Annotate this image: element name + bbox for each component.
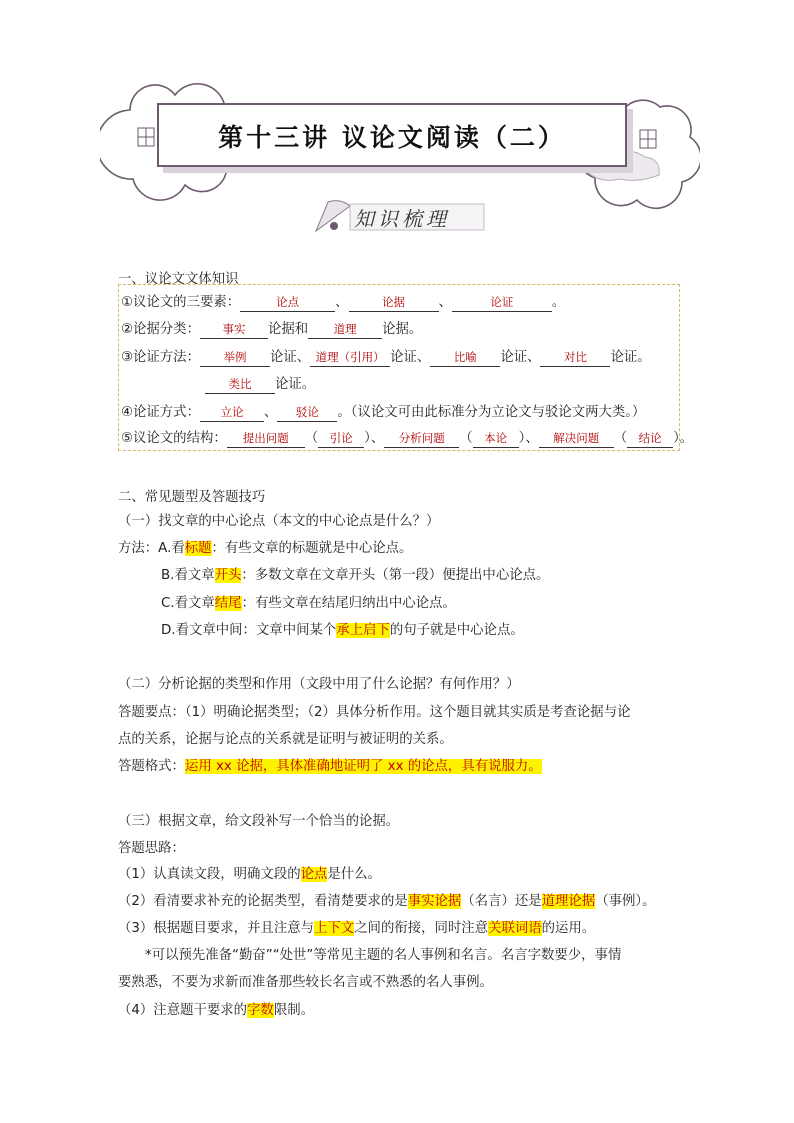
- highlight: 标题: [184, 541, 212, 556]
- blank-answer: 解决问题: [539, 432, 614, 448]
- q2-points-1: 答题要点：（1）明确论据类型；（2）具体分析作用。这个题目就其实质是考查论据与论: [118, 705, 631, 720]
- text-segment: C.看文章: [161, 596, 215, 611]
- text-segment: B.看文章: [161, 568, 215, 583]
- blank-answer: 驳论: [277, 406, 337, 422]
- evidence-types-line: [121, 321, 422, 339]
- text-segment: 是什么。: [327, 867, 381, 882]
- text-segment: ⑤议论文的结构：: [121, 431, 227, 446]
- blank-answer: 道理（引用）: [310, 351, 390, 367]
- text-segment: 、: [263, 405, 278, 420]
- highlight: 关联词语: [488, 921, 542, 936]
- blank-answer: 引论: [318, 432, 364, 448]
- highlight: 道理论据: [541, 894, 596, 909]
- highlight: 上下文: [314, 921, 355, 936]
- text-segment: 。: [551, 295, 566, 310]
- subheading: 知识梳理: [354, 207, 450, 231]
- argument-modes-line: [121, 404, 645, 422]
- highlight: 承上启下: [336, 623, 390, 638]
- text-segment: 答题格式：: [118, 759, 185, 774]
- text-segment: 论证。: [610, 350, 651, 365]
- q3-step-1: [118, 866, 381, 884]
- q1-method-a: [118, 540, 412, 558]
- text-segment: ④论证方式：: [121, 405, 200, 420]
- structure-line: [121, 430, 693, 448]
- blank-answer: 论点: [240, 296, 335, 312]
- q3-step-4: [118, 1002, 314, 1020]
- text-segment: 论据和: [267, 322, 309, 337]
- highlight: 字数: [247, 1003, 274, 1018]
- highlight: 运用 xx 论据，具体准确地证明了 xx 的论点，具有说服力。: [184, 759, 542, 774]
- blank-answer: 类比: [205, 378, 275, 394]
- text-segment: D.看文章中间：文章中间某个: [161, 623, 337, 638]
- q2-format: [118, 758, 542, 776]
- text-segment: （: [613, 431, 628, 446]
- q2-title: （二）分析论据的类型和作用（文段中用了什么论据？有何作用？）: [118, 677, 520, 692]
- q3-step-2: [118, 893, 655, 911]
- text-segment: （3）根据题目要求，并且注意与: [118, 921, 314, 936]
- text-segment: 限制。: [273, 1003, 314, 1018]
- text-segment: ）、: [364, 431, 385, 446]
- q1-title: （一）找文章的中心论点（本文的中心论点是什么？）: [118, 514, 440, 529]
- methods-line-2: [205, 376, 315, 394]
- text-segment: 论证、: [269, 350, 311, 365]
- text-segment: （: [459, 431, 473, 446]
- text-segment: ：有些文章在结尾归纳出中心论点。: [241, 596, 456, 611]
- text-segment: 的句子就是中心论点。: [389, 623, 524, 638]
- text-segment: ③论证方法：: [121, 350, 200, 365]
- text-segment: 论证、: [500, 350, 541, 365]
- highlight: 事实论据: [407, 894, 462, 909]
- blank-answer: 论证: [452, 296, 552, 312]
- text-segment: ②论据分类：: [121, 322, 200, 337]
- q3-title: （三）根据文章，给文段补写一个恰当的论据。: [118, 814, 400, 829]
- q1-method-c: [161, 595, 456, 613]
- blank-answer: 分析问题: [384, 432, 459, 448]
- text-segment: （4）注意题干要求的: [118, 1003, 248, 1018]
- q3-idea: 答题思路：: [118, 841, 185, 856]
- elements-line: [121, 294, 565, 312]
- text-segment: （事例）。: [595, 894, 656, 909]
- text-segment: （1）认真读文段，明确文段的: [118, 867, 301, 882]
- section2-heading: 二、常见题型及答题技巧: [118, 490, 266, 505]
- q1-method-d: [161, 622, 524, 640]
- blank-answer: 论据: [349, 296, 439, 312]
- methods-line: [121, 349, 651, 367]
- q3-step-3: [118, 920, 595, 938]
- text-segment: ①议论文的三要素：: [121, 295, 241, 310]
- highlight: 结尾: [214, 596, 242, 611]
- text-segment: 论证、: [390, 350, 431, 365]
- title-banner: [157, 103, 627, 167]
- section1-heading: 一、议论文文体知识: [118, 272, 239, 287]
- text-segment: （名言）还是: [461, 894, 542, 909]
- q2-points-2: 点的关系，论据与论点的关系就是证明与被证明的关系。: [118, 732, 453, 747]
- text-segment: 之间的衔接，同时注意: [354, 921, 489, 936]
- text-segment: 的运用。: [541, 921, 596, 936]
- blank-answer: 举例: [200, 351, 270, 367]
- text-segment: ：多数文章在文章开头（第一段）便提出中心论点。: [241, 568, 550, 583]
- q1-method-b: [161, 567, 549, 585]
- highlight: 论点: [300, 867, 328, 882]
- blank-answer: 事实: [200, 323, 268, 339]
- q3-note-2: 要熟悉，不要为求新而准备那些较长名言或不熟悉的名人事例。: [118, 975, 493, 990]
- text-segment: （: [304, 431, 319, 446]
- text-segment: 。（议论文可由此标准分为立论文与驳论文两大类。）: [337, 405, 646, 420]
- text-segment: 、: [335, 295, 349, 310]
- blank-answer: 提出问题: [227, 432, 305, 448]
- text-segment: 论据。: [382, 322, 423, 337]
- blank-answer: 结论: [627, 432, 673, 448]
- blank-answer: 立论: [200, 406, 264, 422]
- blank-answer: 比喻: [430, 351, 500, 367]
- blank-answer: 本论: [473, 432, 519, 448]
- highlight: 开头: [214, 568, 242, 583]
- text-segment: （2）看清要求补充的论据类型，看清楚要求的是: [118, 894, 408, 909]
- q3-note-1: *可以预先准备“勤奋”“处世”等常见主题的名人事例和名言。名言字数要少，事情: [145, 948, 622, 963]
- blank-answer: 对比: [540, 351, 610, 367]
- text-segment: 、: [438, 295, 452, 310]
- text-segment: ）、: [518, 431, 539, 446]
- text-segment: ）。: [673, 431, 694, 446]
- page-title: 第十三讲 议论文阅读（二）: [218, 123, 566, 152]
- text-segment: 方法：A.看: [118, 541, 185, 556]
- text-segment: ：有些文章的标题就是中心论点。: [211, 541, 413, 556]
- blank-answer: 道理: [308, 323, 382, 339]
- text-segment: 论证。: [275, 377, 316, 392]
